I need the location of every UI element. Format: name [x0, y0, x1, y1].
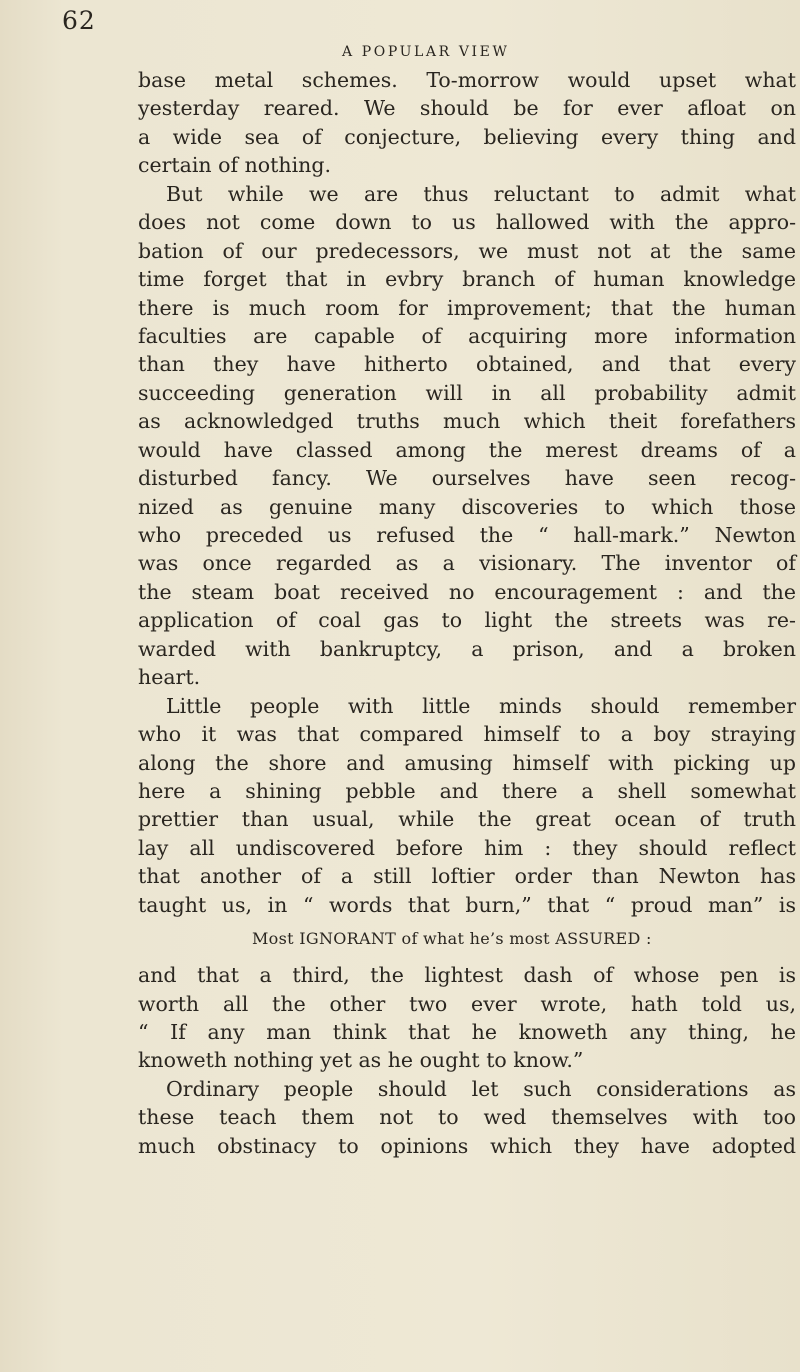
quotation-epigraph: Most IGNORANT of what he’s most ASSURED :	[252, 929, 652, 949]
page-header	[62, 6, 742, 60]
text-line: succeeding generation will in all probability admit	[138, 380, 796, 405]
text-line: who preceded us refused the “ hall-mark.” Newton	[138, 523, 796, 547]
text-line: was once regarded as a visionary. The inventor of	[138, 551, 796, 576]
text-line: as acknowledged truths much which theit forefathers	[138, 409, 796, 434]
text-line: who it was that compared himself to a boy straying	[138, 722, 796, 747]
text-line: certain of nothing.	[138, 153, 331, 178]
text-line: a wide sea of conjecture, believing every thing and	[138, 124, 796, 149]
text-line: much obstinacy to opinions which they have adopted	[138, 1133, 796, 1158]
text-line: these teach them not to wed themselves with too	[138, 1105, 796, 1130]
text-line: than they have hitherto obtained, and that every	[138, 352, 796, 377]
text-line: prettier than usual, while the great ocean of truth	[138, 807, 796, 832]
text-line: there is much room for improvement; that the human	[138, 295, 796, 320]
text-line: heart.	[138, 665, 201, 690]
text-line: “ If any man think that he knoweth any thing, he	[138, 1020, 796, 1044]
running-head: A POPULAR VIEW	[342, 44, 510, 60]
text-line: taught us, in “ words that burn,” that “ proud man” is	[138, 892, 796, 917]
text-line: disturbed fancy. We ourselves have seen recog-	[138, 466, 796, 491]
text-line: along the shore and amusing himself with picking up	[138, 750, 796, 775]
text-line: would have classed among the merest dreams of a	[138, 437, 796, 462]
text-line: time forget that in evbry branch of human knowledge	[138, 267, 796, 292]
text-line: bation of our predecessors, we must not at the same	[138, 238, 796, 263]
text-line: Little people with little minds should remember	[166, 693, 796, 718]
text-line: knoweth nothing yet as he ought to know.”	[138, 1048, 584, 1073]
text-line: the steam boat received no encouragement : and the	[138, 579, 796, 604]
text-line: But while we are thus reluctant to admit what	[166, 181, 796, 206]
text-line: warded with bankruptcy, a prison, and a broken	[138, 636, 796, 661]
text-line: does not come down to us hallowed with the appro-	[138, 210, 796, 235]
text-line: application of coal gas to light the streets was re-	[138, 608, 796, 633]
text-line: that another of a still loftier order than Newton has	[138, 864, 796, 889]
text-line: base metal schemes. To-morrow would upset what	[138, 68, 796, 92]
body-text	[138, 66, 796, 1160]
text-line: faculties are capable of acquiring more information	[138, 323, 796, 348]
text-line: here a shining pebble and there a shell somewhat	[138, 778, 796, 803]
text-line: lay all undiscovered before him : they should reflect	[138, 835, 796, 860]
page-number: 62	[62, 6, 96, 35]
text-line: and that a third, the lightest dash of whose pen is	[138, 963, 796, 988]
text-line: nized as genuine many discoveries to which those	[138, 494, 796, 519]
text-line: Ordinary people should let such considerations as	[166, 1076, 796, 1101]
text-line: yesterday reared. We should be for ever afloat on	[138, 96, 796, 121]
text-line: worth all the other two ever wrote, hath told us,	[138, 991, 796, 1016]
